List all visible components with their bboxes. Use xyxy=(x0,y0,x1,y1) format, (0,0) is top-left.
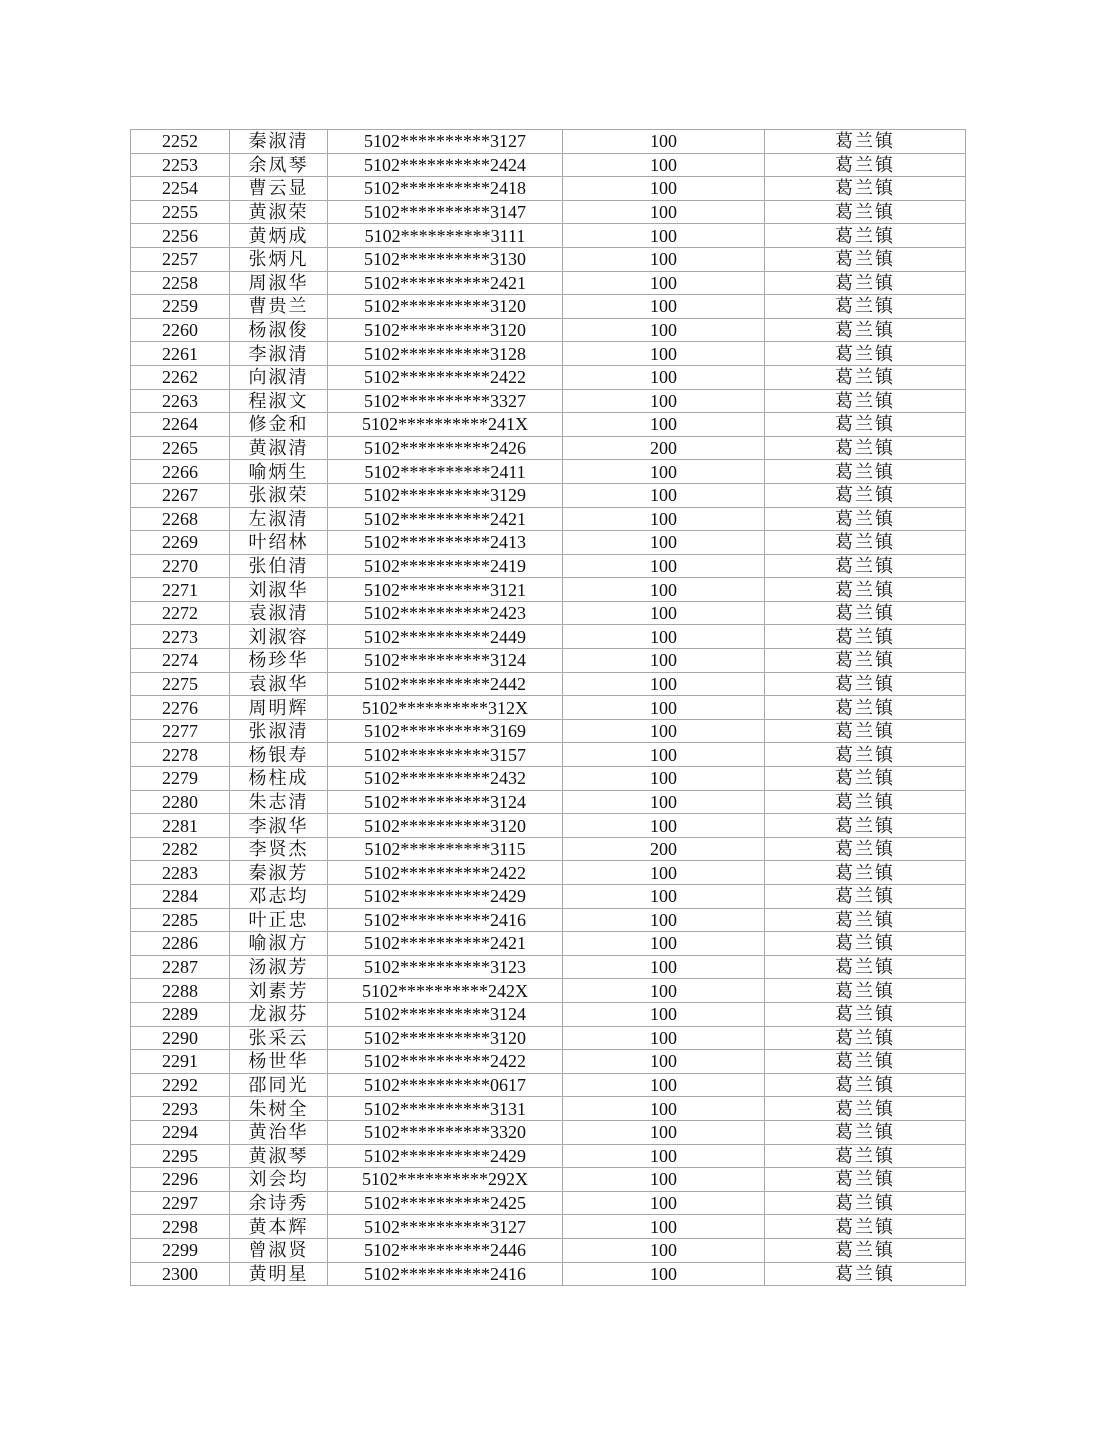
town-cell: 葛兰镇 xyxy=(765,625,966,649)
amount-cell: 100 xyxy=(563,601,765,625)
row-number-cell: 2298 xyxy=(131,1215,230,1239)
id-number-cell: 5102**********3120 xyxy=(328,318,563,342)
town-cell: 葛兰镇 xyxy=(765,413,966,437)
id-number-cell: 5102**********2419 xyxy=(328,554,563,578)
id-number-cell: 5102**********3131 xyxy=(328,1097,563,1121)
row-number-cell: 2260 xyxy=(131,318,230,342)
name-cell: 邵同光 xyxy=(230,1073,328,1097)
id-number-cell: 5102**********2422 xyxy=(328,1050,563,1074)
town-cell: 葛兰镇 xyxy=(765,1050,966,1074)
row-number-cell: 2293 xyxy=(131,1097,230,1121)
town-cell: 葛兰镇 xyxy=(765,649,966,673)
row-number-cell: 2271 xyxy=(131,578,230,602)
amount-cell: 100 xyxy=(563,814,765,838)
amount-cell: 100 xyxy=(563,790,765,814)
name-cell: 黄本辉 xyxy=(230,1215,328,1239)
id-number-cell: 5102**********2432 xyxy=(328,767,563,791)
name-cell: 叶正忠 xyxy=(230,908,328,932)
name-cell: 朱志清 xyxy=(230,790,328,814)
name-cell: 喻淑方 xyxy=(230,932,328,956)
row-number-cell: 2266 xyxy=(131,460,230,484)
id-number-cell: 5102**********2442 xyxy=(328,672,563,696)
town-cell: 葛兰镇 xyxy=(765,672,966,696)
row-number-cell: 2263 xyxy=(131,389,230,413)
town-cell: 葛兰镇 xyxy=(765,885,966,909)
name-cell: 黄治华 xyxy=(230,1120,328,1144)
amount-cell: 100 xyxy=(563,1191,765,1215)
name-cell: 曹贵兰 xyxy=(230,295,328,319)
row-number-cell: 2273 xyxy=(131,625,230,649)
amount-cell: 100 xyxy=(563,1238,765,1262)
id-number-cell: 5102**********2421 xyxy=(328,271,563,295)
row-number-cell: 2277 xyxy=(131,719,230,743)
row-number-cell: 2278 xyxy=(131,743,230,767)
id-number-cell: 5102**********3127 xyxy=(328,1215,563,1239)
town-cell: 葛兰镇 xyxy=(765,1002,966,1026)
name-cell: 杨珍华 xyxy=(230,649,328,673)
name-cell: 黄淑琴 xyxy=(230,1144,328,1168)
id-number-cell: 5102**********3124 xyxy=(328,1002,563,1026)
town-cell: 葛兰镇 xyxy=(765,1238,966,1262)
table-row xyxy=(131,483,966,507)
town-cell: 葛兰镇 xyxy=(765,460,966,484)
town-cell: 葛兰镇 xyxy=(765,271,966,295)
subsidy-list-table xyxy=(130,129,966,1286)
id-number-cell: 5102**********3127 xyxy=(328,130,563,154)
town-cell: 葛兰镇 xyxy=(765,767,966,791)
row-number-cell: 2292 xyxy=(131,1073,230,1097)
town-cell: 葛兰镇 xyxy=(765,224,966,248)
table-row xyxy=(131,460,966,484)
name-cell: 修金和 xyxy=(230,413,328,437)
table-row xyxy=(131,601,966,625)
table-row xyxy=(131,1097,966,1121)
amount-cell: 100 xyxy=(563,413,765,437)
town-cell: 葛兰镇 xyxy=(765,318,966,342)
town-cell: 葛兰镇 xyxy=(765,1191,966,1215)
amount-cell: 100 xyxy=(563,295,765,319)
town-cell: 葛兰镇 xyxy=(765,743,966,767)
id-number-cell: 5102**********3169 xyxy=(328,719,563,743)
amount-cell: 100 xyxy=(563,1120,765,1144)
row-number-cell: 2299 xyxy=(131,1238,230,1262)
town-cell: 葛兰镇 xyxy=(765,1215,966,1239)
id-number-cell: 5102**********241X xyxy=(328,413,563,437)
table-body xyxy=(131,130,966,1286)
table-row xyxy=(131,719,966,743)
id-number-cell: 5102**********3147 xyxy=(328,200,563,224)
table-row xyxy=(131,814,966,838)
id-number-cell: 5102**********3115 xyxy=(328,837,563,861)
id-number-cell: 5102**********2424 xyxy=(328,153,563,177)
name-cell: 余凤琴 xyxy=(230,153,328,177)
amount-cell: 100 xyxy=(563,271,765,295)
town-cell: 葛兰镇 xyxy=(765,1097,966,1121)
amount-cell: 100 xyxy=(563,1002,765,1026)
amount-cell: 100 xyxy=(563,861,765,885)
table-row xyxy=(131,1168,966,1192)
name-cell: 秦淑清 xyxy=(230,130,328,154)
table-row xyxy=(131,790,966,814)
id-number-cell: 5102**********2425 xyxy=(328,1191,563,1215)
town-cell: 葛兰镇 xyxy=(765,955,966,979)
row-number-cell: 2255 xyxy=(131,200,230,224)
table-row xyxy=(131,342,966,366)
amount-cell: 100 xyxy=(563,507,765,531)
row-number-cell: 2291 xyxy=(131,1050,230,1074)
row-number-cell: 2282 xyxy=(131,837,230,861)
amount-cell: 100 xyxy=(563,979,765,1003)
name-cell: 黄明星 xyxy=(230,1262,328,1286)
table-row xyxy=(131,436,966,460)
id-number-cell: 5102**********2411 xyxy=(328,460,563,484)
town-cell: 葛兰镇 xyxy=(765,1026,966,1050)
town-cell: 葛兰镇 xyxy=(765,177,966,201)
name-cell: 张淑清 xyxy=(230,719,328,743)
town-cell: 葛兰镇 xyxy=(765,1073,966,1097)
table-row xyxy=(131,837,966,861)
id-number-cell: 5102**********2416 xyxy=(328,1262,563,1286)
id-number-cell: 5102**********242X xyxy=(328,979,563,1003)
name-cell: 黄淑荣 xyxy=(230,200,328,224)
row-number-cell: 2257 xyxy=(131,247,230,271)
row-number-cell: 2289 xyxy=(131,1002,230,1026)
row-number-cell: 2285 xyxy=(131,908,230,932)
row-number-cell: 2262 xyxy=(131,365,230,389)
table-row xyxy=(131,649,966,673)
town-cell: 葛兰镇 xyxy=(765,932,966,956)
table-row xyxy=(131,625,966,649)
amount-cell: 100 xyxy=(563,743,765,767)
row-number-cell: 2264 xyxy=(131,413,230,437)
name-cell: 刘淑容 xyxy=(230,625,328,649)
amount-cell: 100 xyxy=(563,696,765,720)
amount-cell: 100 xyxy=(563,1168,765,1192)
town-cell: 葛兰镇 xyxy=(765,130,966,154)
name-cell: 刘淑华 xyxy=(230,578,328,602)
amount-cell: 100 xyxy=(563,483,765,507)
id-number-cell: 5102**********2426 xyxy=(328,436,563,460)
table-row xyxy=(131,885,966,909)
row-number-cell: 2272 xyxy=(131,601,230,625)
amount-cell: 100 xyxy=(563,247,765,271)
table-row xyxy=(131,531,966,555)
name-cell: 杨银寿 xyxy=(230,743,328,767)
row-number-cell: 2253 xyxy=(131,153,230,177)
amount-cell: 100 xyxy=(563,224,765,248)
table-row xyxy=(131,861,966,885)
table-row xyxy=(131,224,966,248)
id-number-cell: 5102**********3128 xyxy=(328,342,563,366)
amount-cell: 100 xyxy=(563,1262,765,1286)
amount-cell: 100 xyxy=(563,389,765,413)
town-cell: 葛兰镇 xyxy=(765,979,966,1003)
row-number-cell: 2284 xyxy=(131,885,230,909)
name-cell: 邓志均 xyxy=(230,885,328,909)
name-cell: 余诗秀 xyxy=(230,1191,328,1215)
town-cell: 葛兰镇 xyxy=(765,554,966,578)
table-row xyxy=(131,177,966,201)
table-row xyxy=(131,1238,966,1262)
name-cell: 曾淑贤 xyxy=(230,1238,328,1262)
row-number-cell: 2256 xyxy=(131,224,230,248)
name-cell: 袁淑华 xyxy=(230,672,328,696)
id-number-cell: 5102**********2446 xyxy=(328,1238,563,1262)
row-number-cell: 2290 xyxy=(131,1026,230,1050)
amount-cell: 100 xyxy=(563,1026,765,1050)
table-row xyxy=(131,130,966,154)
town-cell: 葛兰镇 xyxy=(765,696,966,720)
amount-cell: 100 xyxy=(563,908,765,932)
amount-cell: 100 xyxy=(563,625,765,649)
amount-cell: 100 xyxy=(563,1097,765,1121)
row-number-cell: 2252 xyxy=(131,130,230,154)
id-number-cell: 5102**********3320 xyxy=(328,1120,563,1144)
id-number-cell: 5102**********2429 xyxy=(328,885,563,909)
row-number-cell: 2254 xyxy=(131,177,230,201)
name-cell: 杨柱成 xyxy=(230,767,328,791)
row-number-cell: 2268 xyxy=(131,507,230,531)
amount-cell: 100 xyxy=(563,1073,765,1097)
amount-cell: 100 xyxy=(563,365,765,389)
table-row xyxy=(131,672,966,696)
id-number-cell: 5102**********3120 xyxy=(328,295,563,319)
table-row xyxy=(131,1002,966,1026)
amount-cell: 100 xyxy=(563,554,765,578)
id-number-cell: 5102**********3111 xyxy=(328,224,563,248)
row-number-cell: 2274 xyxy=(131,649,230,673)
town-cell: 葛兰镇 xyxy=(765,1144,966,1168)
table-row xyxy=(131,743,966,767)
id-number-cell: 5102**********2422 xyxy=(328,365,563,389)
table-row xyxy=(131,1215,966,1239)
row-number-cell: 2259 xyxy=(131,295,230,319)
town-cell: 葛兰镇 xyxy=(765,1120,966,1144)
name-cell: 龙淑芬 xyxy=(230,1002,328,1026)
id-number-cell: 5102**********3120 xyxy=(328,814,563,838)
amount-cell: 100 xyxy=(563,672,765,696)
row-number-cell: 2281 xyxy=(131,814,230,838)
amount-cell: 100 xyxy=(563,767,765,791)
amount-cell: 100 xyxy=(563,200,765,224)
town-cell: 葛兰镇 xyxy=(765,365,966,389)
row-number-cell: 2283 xyxy=(131,861,230,885)
amount-cell: 100 xyxy=(563,719,765,743)
amount-cell: 100 xyxy=(563,955,765,979)
name-cell: 张炳凡 xyxy=(230,247,328,271)
row-number-cell: 2287 xyxy=(131,955,230,979)
row-number-cell: 2296 xyxy=(131,1168,230,1192)
amount-cell: 100 xyxy=(563,460,765,484)
row-number-cell: 2270 xyxy=(131,554,230,578)
name-cell: 杨世华 xyxy=(230,1050,328,1074)
name-cell: 刘会均 xyxy=(230,1168,328,1192)
id-number-cell: 5102**********3124 xyxy=(328,790,563,814)
id-number-cell: 5102**********292X xyxy=(328,1168,563,1192)
name-cell: 周淑华 xyxy=(230,271,328,295)
table-row xyxy=(131,365,966,389)
id-number-cell: 5102**********3327 xyxy=(328,389,563,413)
amount-cell: 100 xyxy=(563,318,765,342)
table-row xyxy=(131,955,966,979)
row-number-cell: 2297 xyxy=(131,1191,230,1215)
amount-cell: 100 xyxy=(563,531,765,555)
name-cell: 张淑荣 xyxy=(230,483,328,507)
table-row xyxy=(131,979,966,1003)
town-cell: 葛兰镇 xyxy=(765,295,966,319)
id-number-cell: 5102**********2429 xyxy=(328,1144,563,1168)
id-number-cell: 5102**********2421 xyxy=(328,507,563,531)
name-cell: 周明辉 xyxy=(230,696,328,720)
id-number-cell: 5102**********2423 xyxy=(328,601,563,625)
row-number-cell: 2288 xyxy=(131,979,230,1003)
amount-cell: 100 xyxy=(563,1144,765,1168)
name-cell: 叶绍林 xyxy=(230,531,328,555)
row-number-cell: 2300 xyxy=(131,1262,230,1286)
town-cell: 葛兰镇 xyxy=(765,1168,966,1192)
town-cell: 葛兰镇 xyxy=(765,436,966,460)
table-row xyxy=(131,1120,966,1144)
name-cell: 李贤杰 xyxy=(230,837,328,861)
table-row xyxy=(131,200,966,224)
id-number-cell: 5102**********312X xyxy=(328,696,563,720)
town-cell: 葛兰镇 xyxy=(765,908,966,932)
name-cell: 李淑清 xyxy=(230,342,328,366)
amount-cell: 100 xyxy=(563,932,765,956)
id-number-cell: 5102**********2418 xyxy=(328,177,563,201)
name-cell: 黄淑清 xyxy=(230,436,328,460)
id-number-cell: 5102**********2413 xyxy=(328,531,563,555)
amount-cell: 100 xyxy=(563,153,765,177)
table-row xyxy=(131,389,966,413)
row-number-cell: 2280 xyxy=(131,790,230,814)
town-cell: 葛兰镇 xyxy=(765,861,966,885)
table-row xyxy=(131,1073,966,1097)
name-cell: 张伯清 xyxy=(230,554,328,578)
row-number-cell: 2279 xyxy=(131,767,230,791)
table-row xyxy=(131,1262,966,1286)
id-number-cell: 5102**********3124 xyxy=(328,649,563,673)
table-row xyxy=(131,295,966,319)
id-number-cell: 5102**********3157 xyxy=(328,743,563,767)
amount-cell: 100 xyxy=(563,342,765,366)
town-cell: 葛兰镇 xyxy=(765,200,966,224)
name-cell: 汤淑芳 xyxy=(230,955,328,979)
name-cell: 向淑清 xyxy=(230,365,328,389)
row-number-cell: 2267 xyxy=(131,483,230,507)
amount-cell: 100 xyxy=(563,649,765,673)
table-row xyxy=(131,696,966,720)
table-row xyxy=(131,1144,966,1168)
row-number-cell: 2276 xyxy=(131,696,230,720)
table-row xyxy=(131,908,966,932)
row-number-cell: 2269 xyxy=(131,531,230,555)
row-number-cell: 2275 xyxy=(131,672,230,696)
row-number-cell: 2286 xyxy=(131,932,230,956)
name-cell: 左淑清 xyxy=(230,507,328,531)
name-cell: 刘素芳 xyxy=(230,979,328,1003)
id-number-cell: 5102**********2449 xyxy=(328,625,563,649)
amount-cell: 200 xyxy=(563,436,765,460)
table-row xyxy=(131,1191,966,1215)
table-row xyxy=(131,507,966,531)
table-row xyxy=(131,932,966,956)
amount-cell: 200 xyxy=(563,837,765,861)
amount-cell: 100 xyxy=(563,1215,765,1239)
table-row xyxy=(131,1050,966,1074)
id-number-cell: 5102**********3123 xyxy=(328,955,563,979)
amount-cell: 100 xyxy=(563,130,765,154)
table-row xyxy=(131,271,966,295)
town-cell: 葛兰镇 xyxy=(765,483,966,507)
town-cell: 葛兰镇 xyxy=(765,153,966,177)
table-row xyxy=(131,247,966,271)
table-row xyxy=(131,413,966,437)
amount-cell: 100 xyxy=(563,578,765,602)
town-cell: 葛兰镇 xyxy=(765,1262,966,1286)
table-row xyxy=(131,153,966,177)
town-cell: 葛兰镇 xyxy=(765,601,966,625)
id-number-cell: 5102**********3130 xyxy=(328,247,563,271)
name-cell: 张采云 xyxy=(230,1026,328,1050)
name-cell: 程淑文 xyxy=(230,389,328,413)
table-row xyxy=(131,767,966,791)
town-cell: 葛兰镇 xyxy=(765,389,966,413)
name-cell: 朱树全 xyxy=(230,1097,328,1121)
town-cell: 葛兰镇 xyxy=(765,578,966,602)
town-cell: 葛兰镇 xyxy=(765,507,966,531)
table-row xyxy=(131,1026,966,1050)
amount-cell: 100 xyxy=(563,1050,765,1074)
id-number-cell: 5102**********2416 xyxy=(328,908,563,932)
name-cell: 李淑华 xyxy=(230,814,328,838)
town-cell: 葛兰镇 xyxy=(765,837,966,861)
row-number-cell: 2258 xyxy=(131,271,230,295)
id-number-cell: 5102**********2422 xyxy=(328,861,563,885)
id-number-cell: 5102**********2421 xyxy=(328,932,563,956)
row-number-cell: 2295 xyxy=(131,1144,230,1168)
row-number-cell: 2294 xyxy=(131,1120,230,1144)
amount-cell: 100 xyxy=(563,885,765,909)
row-number-cell: 2265 xyxy=(131,436,230,460)
name-cell: 喻炳生 xyxy=(230,460,328,484)
amount-cell: 100 xyxy=(563,177,765,201)
town-cell: 葛兰镇 xyxy=(765,247,966,271)
id-number-cell: 5102**********3121 xyxy=(328,578,563,602)
id-number-cell: 5102**********3129 xyxy=(328,483,563,507)
table-row xyxy=(131,554,966,578)
name-cell: 杨淑俊 xyxy=(230,318,328,342)
town-cell: 葛兰镇 xyxy=(765,814,966,838)
id-number-cell: 5102**********0617 xyxy=(328,1073,563,1097)
town-cell: 葛兰镇 xyxy=(765,342,966,366)
row-number-cell: 2261 xyxy=(131,342,230,366)
town-cell: 葛兰镇 xyxy=(765,790,966,814)
name-cell: 袁淑清 xyxy=(230,601,328,625)
table-row xyxy=(131,578,966,602)
name-cell: 秦淑芳 xyxy=(230,861,328,885)
name-cell: 曹云显 xyxy=(230,177,328,201)
town-cell: 葛兰镇 xyxy=(765,719,966,743)
name-cell: 黄炳成 xyxy=(230,224,328,248)
table-row xyxy=(131,318,966,342)
id-number-cell: 5102**********3120 xyxy=(328,1026,563,1050)
town-cell: 葛兰镇 xyxy=(765,531,966,555)
